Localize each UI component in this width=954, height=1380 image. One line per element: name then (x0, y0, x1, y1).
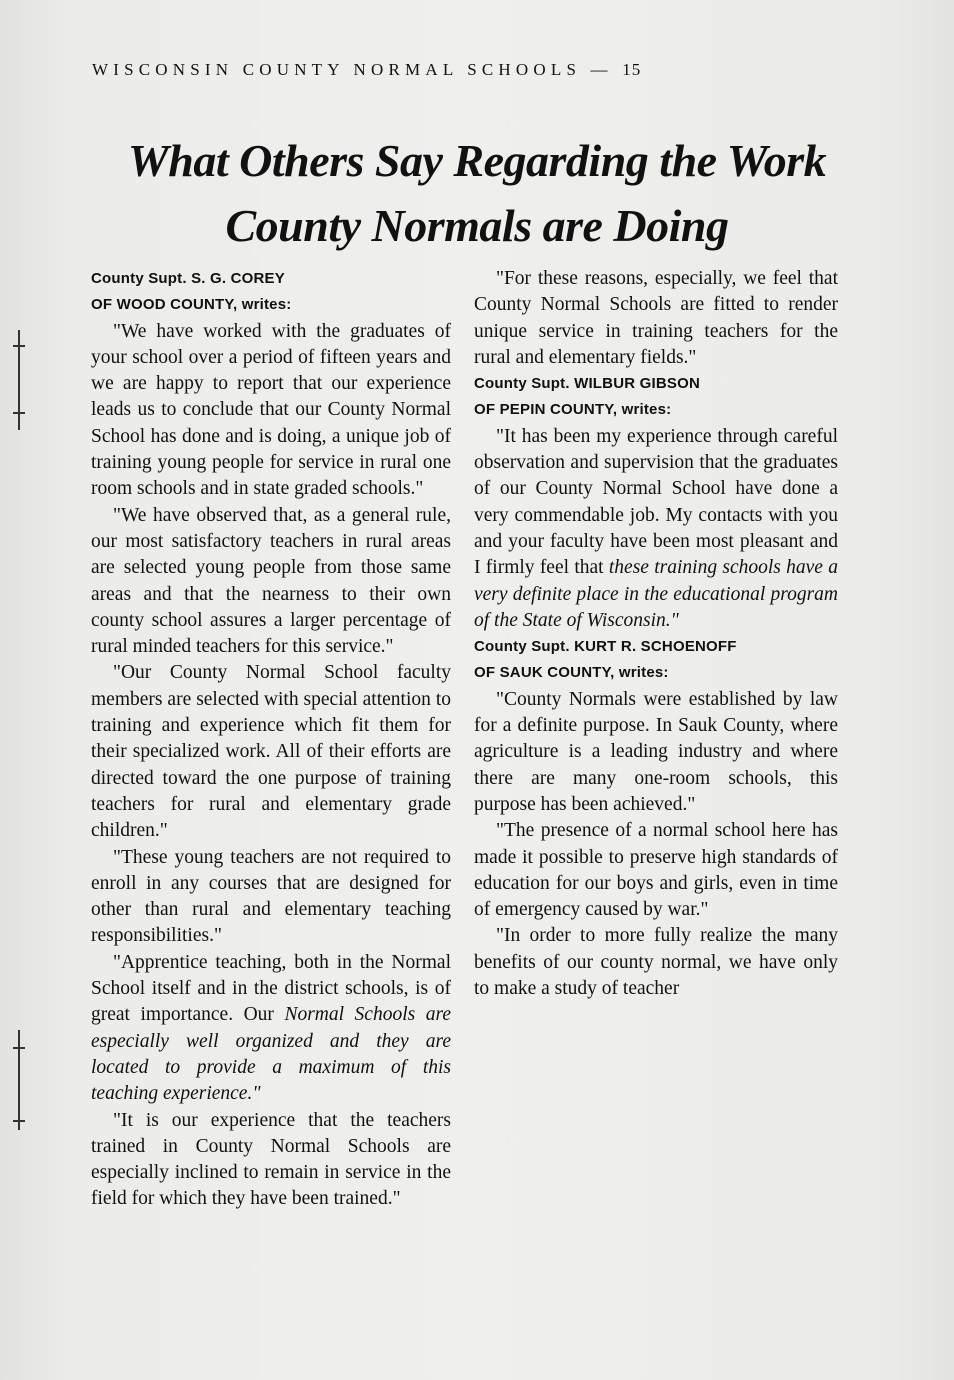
byline-schoenoff-name: County Supt. KURT R. SCHOENOFF (474, 638, 737, 656)
schoenoff-paragraph-1: "County Normals were established by law for a definite purpose. In Sauk County, where agriculture is a leading industry and where there are many one-room schools, this purpose has been achieved." (474, 688, 838, 815)
margin-rule-bottom (18, 1030, 20, 1130)
margin-tick (13, 1120, 25, 1122)
page-number: 15 (622, 60, 642, 79)
corey-paragraph-5 (91, 950, 451, 1108)
byline-schoenoff-county: OF SAUK COUNTY, writes: (474, 664, 669, 682)
corey-paragraph-1: "We have worked with the graduates of your school over a period of fifteen years and we are happy to report that our experience leads us to conclude that our County Normal School has done and is doing, a unique job of training young people for service in rural one room schools and in state graded schools." (91, 320, 451, 500)
byline-corey-name: County Supt. S. G. COREY (91, 270, 285, 287)
right-column (474, 266, 838, 1002)
running-title: WISCONSIN COUNTY NORMAL SCHOOLS — (92, 60, 613, 79)
corey-paragraph-5-emphasis: Normal Schools are especially well organized and they are located to provide a maximum of this teaching experience." (91, 1004, 451, 1105)
corey-paragraph-2: "We have observed that, as a general rule, our most satisfactory teachers in rural areas are selected young people from those same areas and that the nearness to their own county school assures a larger percentage of rural minded teachers for this service." (91, 504, 451, 658)
gibson-paragraph-1-text: "It has been my experience through careful observation and supervision that the graduates of our County Normal School have done a very commendable job. My contacts with you and your faculty have been most pleasant and I firmly feel that (474, 425, 838, 579)
byline-gibson-name: County Supt. WILBUR GIBSON (474, 375, 701, 393)
byline-gibson-county: OF PEPIN COUNTY, writes: (474, 401, 672, 419)
article-title-line-1: What Others Say Regarding the Work (127, 135, 827, 186)
corey-paragraph-5-text: "Apprentice teaching, both in the Normal School itself and in the district schools, is of great importance. Our (91, 951, 451, 1026)
gibson-paragraph-1-emphasis: these training schools have a very definite place in the educational program of the State of Wisconsin." (474, 557, 839, 631)
schoenoff-paragraph-3: "In order to more fully realize the many benefits of our county normal, we have only to make a study of teacher (474, 925, 838, 1000)
article-title-line-2: County Normals are Doing (225, 200, 729, 251)
left-column (91, 266, 451, 1213)
margin-tick (13, 412, 25, 414)
schoenoff-paragraph-2: "The presence of a normal school here has made it possible to preserve high standards of education for our boys and girls, even in time of emergency caused by war." (474, 820, 838, 921)
corey-paragraph-7: "For these reasons, especially, we feel that County Normal Schools are fitted to render unique service in training teachers for the rural and elementary fields." (474, 268, 838, 368)
running-head (92, 60, 842, 80)
margin-tick (13, 1047, 25, 1049)
corey-paragraph-6: "It is our experience that the teachers trained in County Normal Schools are especially inclined to remain in service in the field for which they have been trained." (91, 1109, 451, 1210)
corey-paragraph-3: "Our County Normal School faculty members are selected with special attention to training and experience which fit them for their specialized work. All of their efforts are directed toward the one purpose of training teachers for rural and elementary grade children." (91, 662, 451, 842)
margin-tick (13, 345, 25, 347)
gibson-paragraph-1 (474, 424, 838, 634)
byline-corey-county: OF WOOD COUNTY, writes: (91, 296, 292, 314)
corey-paragraph-4: "These young teachers are not required to enroll in any courses that are designed for other than rural and elementary teaching responsibilities." (91, 846, 451, 947)
